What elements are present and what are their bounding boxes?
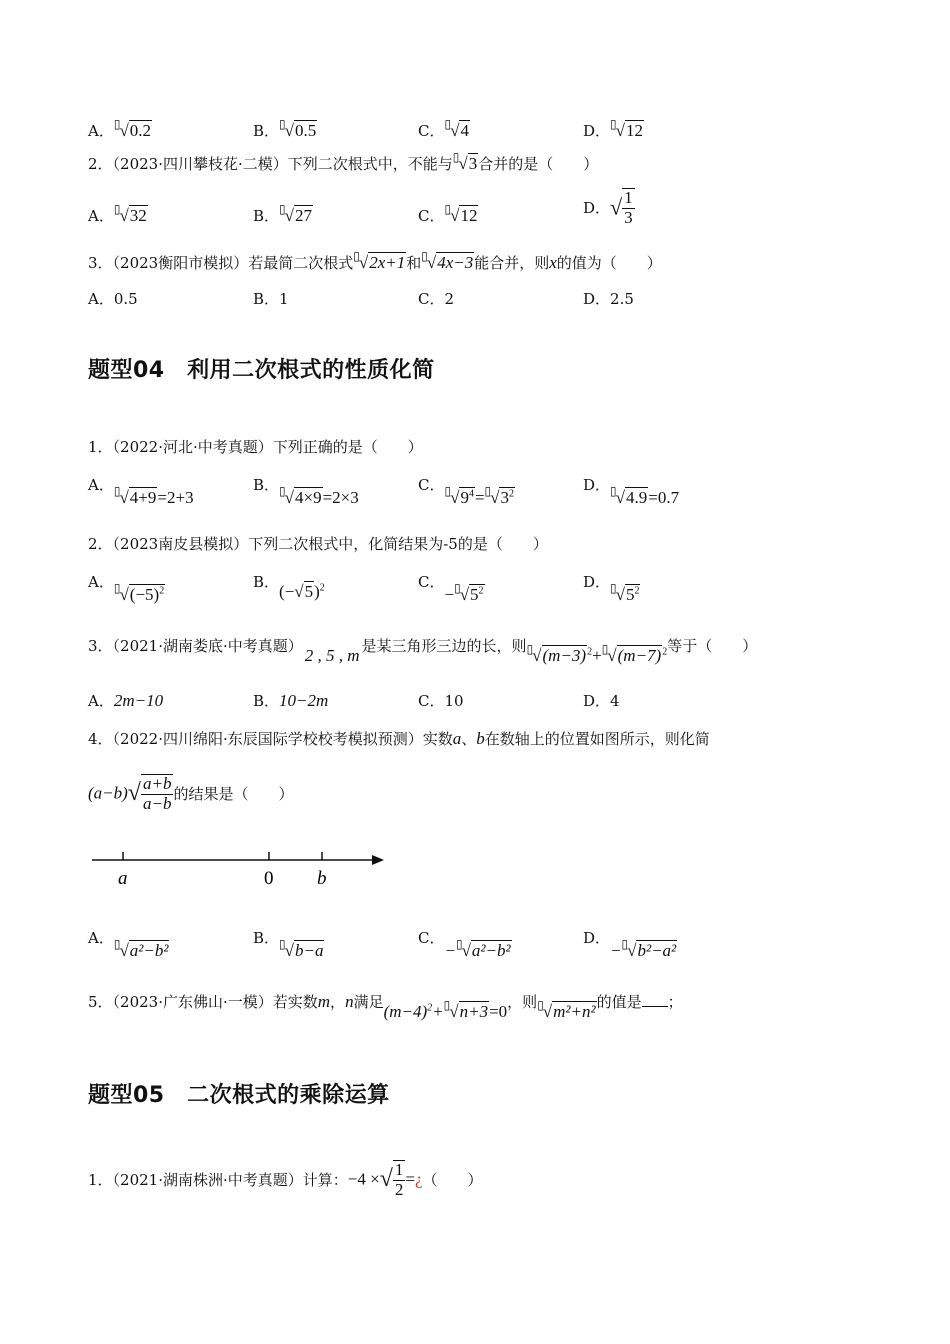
axis-label-zero: 0 — [264, 868, 274, 889]
s2q3-option-a[interactable]: A．2m−10 — [88, 691, 164, 710]
s2-question-5-stem: 5．（2023·广东佛山·一模）若实数m，n满足$(m-4)^2+^▯√n+3=0$，则▯√m²+n²的值是 ； — [88, 992, 683, 1021]
s2q3-option-d[interactable]: D．4 — [583, 692, 620, 710]
q2-option-a[interactable]: A．▯√32 — [88, 202, 147, 225]
q-prev-option-d[interactable]: D．▯√12 — [583, 117, 643, 140]
q2-option-d[interactable]: D．√ $\frac{1}{3}$ — [583, 188, 633, 227]
q3-option-d[interactable]: D．2.5 — [583, 290, 634, 308]
section-heading-05: 题型05 二次根式的乘除运算 — [88, 1083, 390, 1108]
q3-option-b[interactable]: B．1 — [253, 290, 289, 308]
answer-blank[interactable] — [642, 1006, 668, 1007]
s2q1-option-b[interactable]: B．▯√4×9=2×3 — [253, 476, 359, 507]
q2-option-c[interactable]: C．▯√12 — [418, 202, 478, 225]
s2-question-3-stem: 3．（2021·湖南娄底·中考真题） 2 , 5 , m 是某三角形三边的长，则$^▯√(m-3)^2+^▯√(m-7)^2$等于（ ） — [88, 637, 758, 665]
question-2-stem: 2．（2023·四川攀枝花·二模）下列二次根式中，不能与▯√3合并的是（ ） — [88, 150, 599, 173]
number-line-diagram — [88, 845, 388, 890]
s2q3-option-b[interactable]: B．10−2m — [253, 691, 329, 710]
s2q3-option-c[interactable]: C．10 — [418, 692, 464, 710]
q3-option-a[interactable]: A．0.5 — [88, 290, 138, 308]
s2q2-option-d[interactable]: D．$^▯√5^2$ — [583, 573, 640, 604]
s2-question-4-stem: 4．（2022·四川绵阳·东辰国际学校校考模拟预测）实数a、b在数轴上的位置如图所示，则化简 — [88, 729, 710, 748]
number-line-arrow — [372, 855, 384, 865]
s2-question-1-stem: 1．（2022·河北·中考真题）下列正确的是（ ） — [88, 438, 423, 456]
s2q1-option-c[interactable]: C．$^▯√9^4=^▯√3^2$ — [418, 476, 514, 507]
s2q2-option-a[interactable]: A．$^▯√(-5)^2$ — [88, 573, 165, 604]
s2q1-option-d[interactable]: D．▯√4.9=0.7 — [583, 476, 680, 507]
q3-option-c[interactable]: C．2 — [418, 290, 455, 308]
axis-label-b: b — [317, 868, 327, 889]
q-prev-option-a[interactable]: A．▯√0.2 — [88, 117, 152, 140]
q-prev-option-c[interactable]: C．▯√4 — [418, 117, 469, 140]
s3-question-1-stem: 1．（2021·湖南株洲·中考真题）计算：−4 ×√ $\frac{1}{2}$ =¿（ ） — [88, 1160, 483, 1199]
s2q2-option-b[interactable]: B．$(-√5)^2$ — [253, 573, 325, 601]
s2-question-4-expression: (a−b)√ $\frac{a+b}{a-b}$ 的结果是（ ） — [88, 774, 294, 813]
s2q4-option-c[interactable]: C．−▯√a²−b² — [418, 929, 511, 960]
s2q2-option-c[interactable]: C．$-^▯√5^2$ — [418, 573, 484, 604]
s2-question-2-stem: 2．（2023南皮县模拟）下列二次根式中，化简结果为-5的是（ ） — [88, 535, 548, 553]
s2q4-option-b[interactable]: B．▯√b−a — [253, 929, 324, 960]
s2q1-option-a[interactable]: A．▯√4+9=2+3 — [88, 476, 194, 507]
section-heading-04: 题型04 利用二次根式的性质化简 — [88, 358, 435, 383]
question-3-stem: 3．（2023衡阳市模拟）若最简二次根式▯√2x+1和▯√4x−3能合并，则x的值为（ ） — [88, 249, 662, 272]
s2q4-option-d[interactable]: D．−▯√b²−a² — [583, 929, 677, 960]
q2-option-b[interactable]: B．▯√27 — [253, 202, 312, 225]
q-prev-option-b[interactable]: B．▯√0.5 — [253, 117, 317, 140]
s2q4-option-a[interactable]: A．▯√a²−b² — [88, 929, 169, 960]
axis-label-a: a — [118, 868, 128, 889]
